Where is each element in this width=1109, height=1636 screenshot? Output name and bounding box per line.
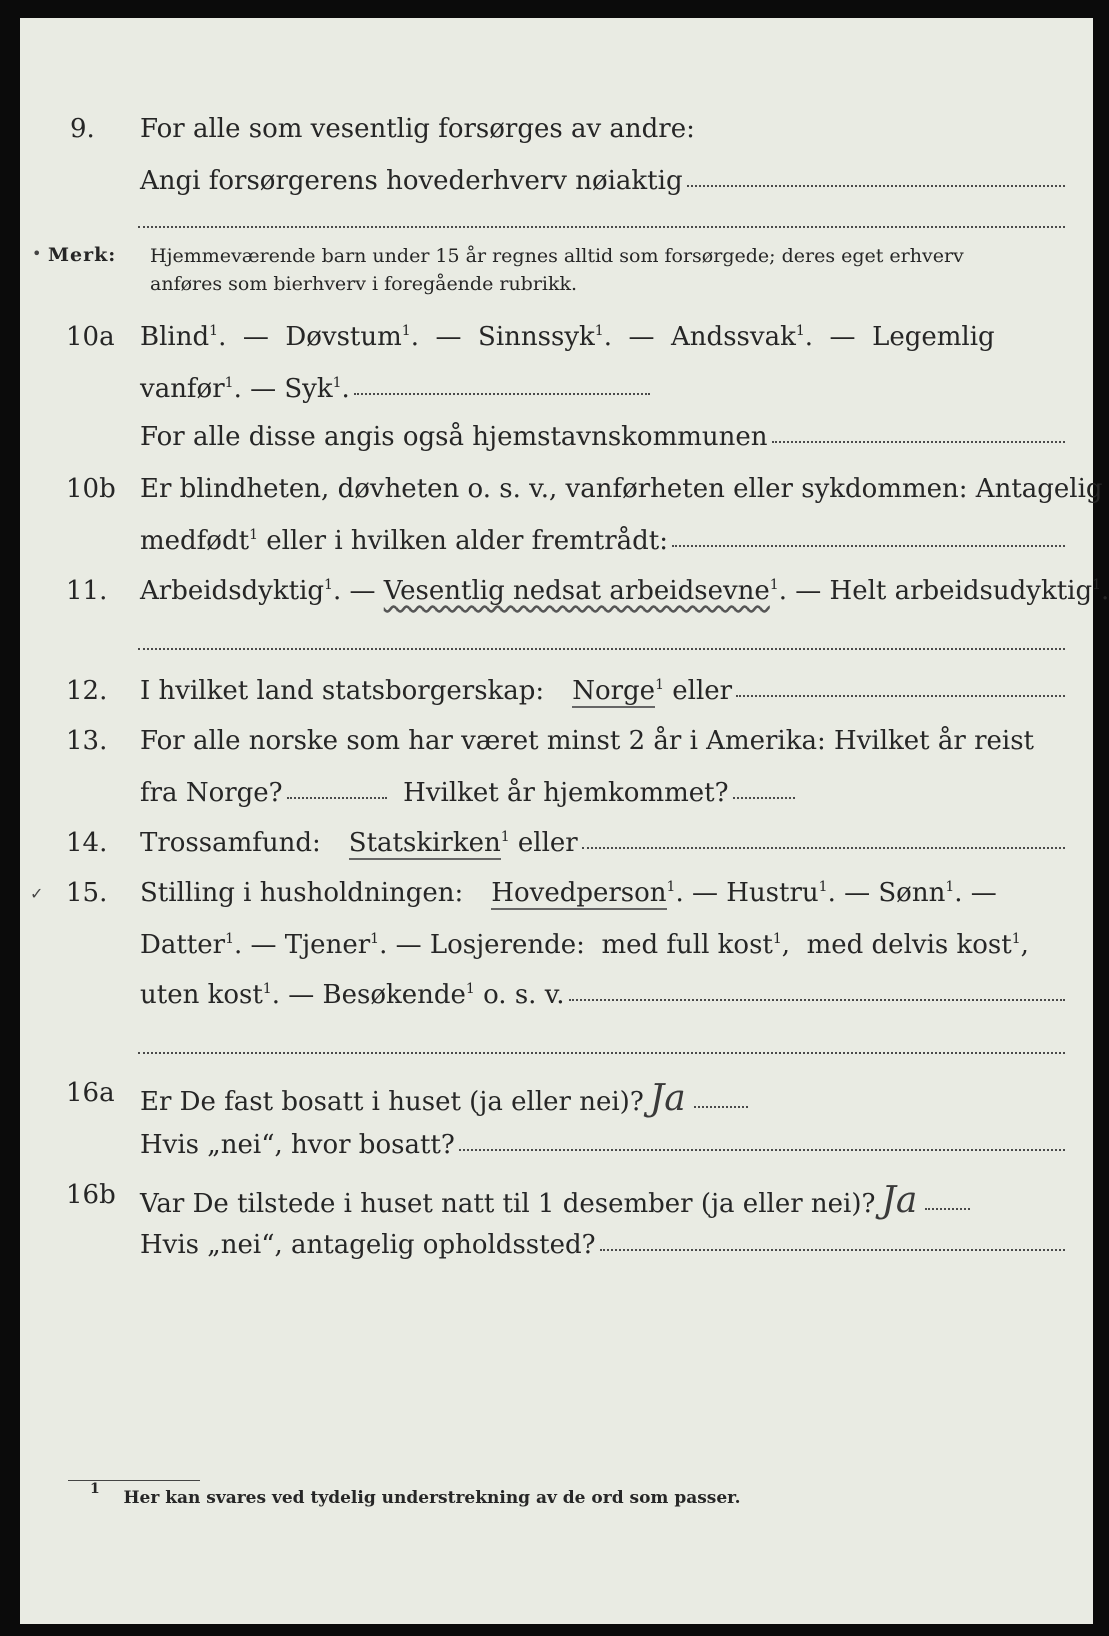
option-tjener[interactable]: Tjener$^1$. bbox=[284, 930, 388, 960]
q15-answer-field[interactable] bbox=[569, 999, 1065, 1001]
q16a-text-2: Hvis „nei“, hvor bosatt? bbox=[140, 1130, 455, 1160]
footnote-rule bbox=[68, 1480, 200, 1481]
option-blind[interactable]: Blind$^1$. bbox=[140, 322, 227, 352]
merk-line-2: anføres som bierhverv i foregående rubrikk. bbox=[150, 273, 578, 295]
question-number-15: 15. bbox=[66, 878, 108, 908]
q16b-line-2 bbox=[140, 1230, 1065, 1260]
census-form-page bbox=[20, 18, 1109, 1624]
q12-eller: eller bbox=[672, 676, 733, 706]
option-syk[interactable]: Syk$^1$. bbox=[284, 374, 350, 404]
option-legemlig[interactable]: Legemlig bbox=[872, 322, 995, 352]
question-number-12: 12. bbox=[66, 676, 108, 706]
option-statskirken[interactable]: Statskirken$^1$ bbox=[348, 828, 510, 858]
q9-line-1 bbox=[140, 114, 695, 144]
q15-losjerende: Losjerende: bbox=[429, 930, 585, 960]
q15-line-2: Datter$^1$. — Tjener$^1$. — Losjerende: med full kost$^1$, med delvis kost$^1$, bbox=[140, 930, 1029, 960]
q10a-line-3 bbox=[140, 422, 1065, 452]
q14-eller: eller bbox=[517, 828, 578, 858]
q12-text-1: I hvilket land statsborgerskap: bbox=[140, 676, 545, 706]
option-uten-kost[interactable]: uten kost$^1$. bbox=[140, 980, 280, 1010]
question-number-10a: 10a bbox=[66, 322, 115, 352]
option-hustru[interactable]: Hustru$^1$. bbox=[726, 878, 836, 908]
option-vesentlig-nedsat[interactable]: Vesentlig nedsat arbeidsevne$^1$. bbox=[383, 576, 787, 606]
q13-fra-norge: fra Norge? bbox=[140, 778, 283, 808]
q13-reist-field[interactable] bbox=[287, 797, 387, 799]
option-andssvak[interactable]: Andssvak$^1$. bbox=[671, 322, 814, 352]
q13-hjemkommet-field[interactable] bbox=[733, 797, 795, 799]
q13-line-2 bbox=[140, 778, 795, 808]
option-arbeidsdyktig[interactable]: Arbeidsdyktig$^1$. bbox=[140, 576, 342, 606]
option-norge[interactable]: Norge$^1$ bbox=[572, 676, 664, 706]
q16a-line-2 bbox=[140, 1130, 1065, 1160]
q15-line-3: uten kost$^1$. — Besøkende$^1$ o. s. v. bbox=[140, 980, 1065, 1010]
q13-line-1 bbox=[140, 726, 1065, 756]
q14-line-1 bbox=[140, 828, 1065, 858]
q16b-text-2: Hvis „nei“, antagelig opholdssted? bbox=[140, 1230, 596, 1260]
q16a-handwritten-answer[interactable]: Ja bbox=[649, 1078, 686, 1119]
question-number-16b: 16b bbox=[66, 1180, 116, 1210]
option-delvis-kost[interactable]: med delvis kost$^1$, bbox=[806, 930, 1029, 960]
question-number-9: 9. bbox=[70, 114, 95, 144]
option-datter[interactable]: Datter$^1$. bbox=[140, 930, 243, 960]
q16b-opholdssted-field[interactable] bbox=[600, 1249, 1065, 1251]
q16b-answer-field[interactable] bbox=[925, 1208, 970, 1210]
option-medfodt[interactable]: medfødt$^1$ bbox=[140, 526, 258, 556]
merk-line-1: Hjemmeværende barn under 15 år regnes alltid som forsørgede; deres eget erhverv bbox=[150, 245, 964, 267]
q14-answer-field[interactable] bbox=[582, 847, 1065, 849]
q15-osv: o. s. v. bbox=[483, 980, 565, 1010]
question-number-11: 11. bbox=[66, 576, 108, 606]
q9-text-2: Angi forsørgerens hovederhverv nøiaktig bbox=[140, 166, 683, 196]
option-helt-udyktig[interactable]: Helt arbeidsudyktig$^1$. bbox=[829, 576, 1109, 606]
q9-text-1: For alle som vesentlig forsørges av andre: bbox=[140, 114, 695, 144]
footnote bbox=[90, 1481, 741, 1508]
q10a-line-2: vanfør$^1$. — Syk$^1$. bbox=[140, 374, 650, 404]
footnote-mark: 1 bbox=[90, 1481, 100, 1497]
q16b-handwritten-answer[interactable]: Ja bbox=[881, 1180, 918, 1221]
q10b-line-2 bbox=[140, 526, 1065, 556]
q15-text: Stilling i husholdningen: bbox=[140, 878, 464, 908]
q10b-text-1: Er blindheten, døvheten o. s. v., vanførheten eller sykdommen: Antagelig bbox=[140, 474, 1103, 504]
q13-text-1: For alle norske som har været minst 2 år i Amerika: Hvilket år reist bbox=[140, 726, 1034, 756]
q10b-text-2: eller i hvilken alder fremtrådt: bbox=[266, 526, 669, 556]
q10b-line-1 bbox=[140, 474, 1103, 504]
q16a-bosatt-field[interactable] bbox=[459, 1149, 1065, 1151]
q16a-line-1 bbox=[140, 1078, 748, 1119]
q10b-answer-field[interactable] bbox=[672, 545, 1065, 547]
margin-tick: ✓ bbox=[30, 884, 44, 903]
q15-extra-answer-line[interactable] bbox=[138, 1052, 1065, 1054]
option-hovedperson[interactable]: Hovedperson$^1$. bbox=[491, 878, 684, 908]
option-vanfor[interactable]: vanfør$^1$. bbox=[140, 374, 242, 404]
option-sinnssyk[interactable]: Sinnssyk$^1$. bbox=[478, 322, 612, 352]
q13-hjemkommet: Hvilket år hjemkommet? bbox=[403, 778, 729, 808]
merk-label: Merk: bbox=[48, 244, 117, 266]
option-besokende[interactable]: Besøkende$^1$ bbox=[322, 980, 475, 1010]
question-number-10b: 10b bbox=[66, 474, 116, 504]
footnote-text: Her kan svares ved tydelig understrekning av de ord som passer. bbox=[123, 1488, 741, 1508]
option-full-kost[interactable]: med full kost$^1$, bbox=[601, 930, 791, 960]
question-number-13: 13. bbox=[66, 726, 108, 756]
q12-answer-field[interactable] bbox=[736, 695, 1065, 697]
q10a-syk-field[interactable] bbox=[354, 393, 650, 395]
q9-answer-field[interactable] bbox=[687, 185, 1065, 187]
q10a-line-1: Blind$^1$. — Døvstum$^1$. — Sinnssyk$^1$. — Andssvak$^1$. — Legemlig bbox=[140, 322, 995, 352]
q11-answer-line[interactable] bbox=[138, 648, 1065, 650]
q12-line-1 bbox=[140, 676, 1065, 706]
q16a-text-1: Er De fast bosatt i huset (ja eller nei)? bbox=[140, 1087, 644, 1117]
q14-text: Trossamfund: bbox=[140, 828, 321, 858]
q11-line-1: Arbeidsdyktig$^1$. — Vesentlig nedsat arbeidsevne$^1$. — Helt arbeidsudyktig$^1$. bbox=[140, 576, 1109, 606]
q15-line-1: Stilling i husholdningen: Hovedperson$^1$. — Hustru$^1$. — Sønn$^1$. — bbox=[140, 878, 997, 908]
question-number-14: 14. bbox=[66, 828, 108, 858]
option-sonn[interactable]: Sønn$^1$. bbox=[878, 878, 963, 908]
q9-line-2 bbox=[140, 166, 1065, 196]
q16b-line-1 bbox=[140, 1180, 970, 1221]
q10a-hjemstavn-field[interactable] bbox=[772, 441, 1065, 443]
q16b-text-1: Var De tilstede i huset natt til 1 desember (ja eller nei)? bbox=[140, 1189, 876, 1219]
q16a-answer-field[interactable] bbox=[694, 1106, 748, 1108]
q10a-text-3: For alle disse angis også hjemstavnskommunen bbox=[140, 422, 768, 452]
merk-note bbox=[150, 242, 1065, 298]
margin-dot: • bbox=[32, 244, 42, 263]
q9-extra-answer-line[interactable] bbox=[138, 226, 1065, 228]
question-number-16a: 16a bbox=[66, 1078, 115, 1108]
option-dovstum[interactable]: Døvstum$^1$. bbox=[285, 322, 419, 352]
